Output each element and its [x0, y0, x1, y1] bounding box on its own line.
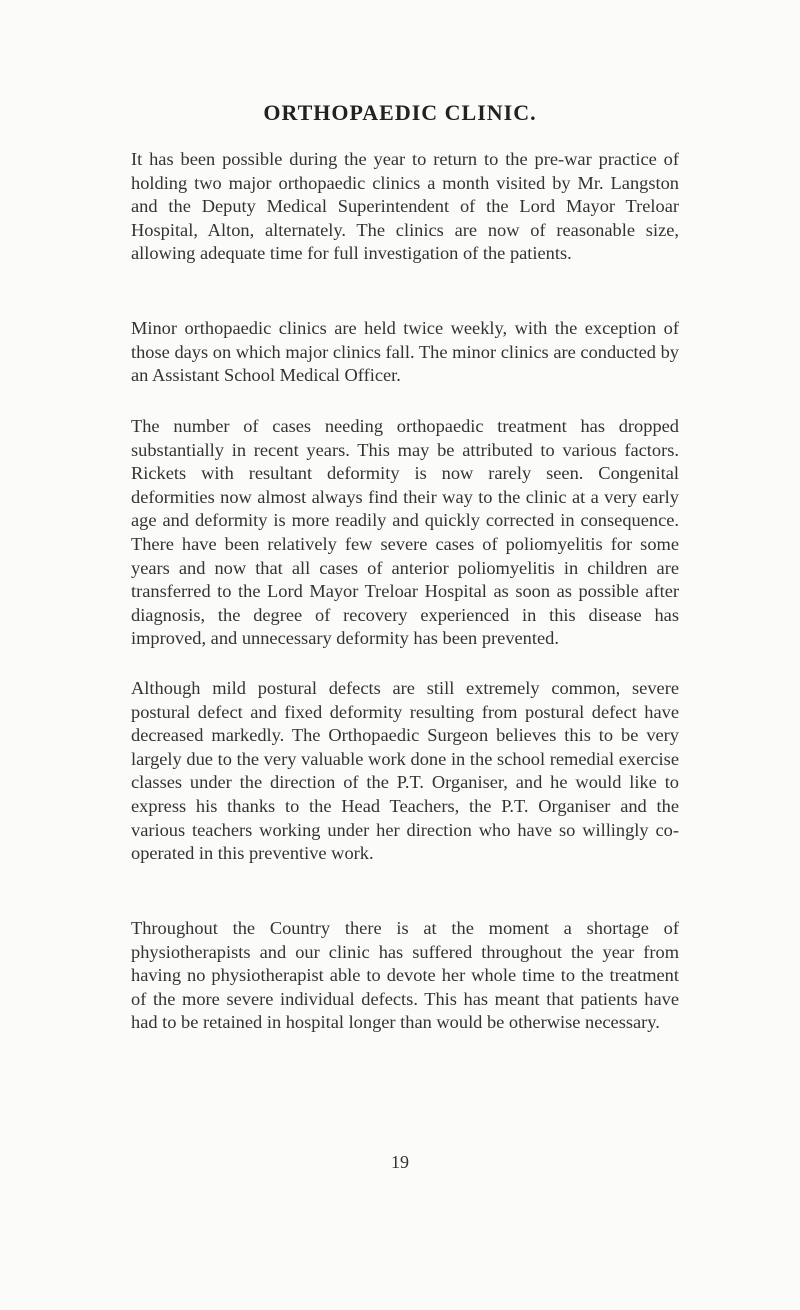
paragraph-minor-clinics: Minor orthopaedic clinics are held twice weekly, with the exception of those days on which major clinics fall. The minor clinics are conducted by an Assistant School Medical Officer. [131, 318, 679, 386]
page-title: ORTHOPAEDIC CLINIC. [263, 100, 537, 125]
page-number: 19 [391, 1152, 409, 1172]
paragraph-postural-defects: Although mild postural defects are still extremely common, severe postural defect and fixed deformity resulting from postural defect have decreased markedly. The Orthopaedic Surgeon believes this to be very largely due to the very valuable work done in the school remedial exercise classes under the direction of the P.T. Organiser, and he would like to express his thanks to the Head Teachers, the P.T. Organiser and the various teachers working under her direction who have so willingly co-operated in this preventive work. [131, 678, 679, 864]
paragraph-case-numbers: The number of cases needing orthopaedic treatment has dropped substantially in recent years. This may be attributed to various factors. Rickets with resultant deformity is now rarely seen. Congenital deformities now almost always find their way to the clinic at a very early age and deformity is more readily and quickly corrected in consequence. There have been relatively few severe cases of poliomyelitis for some years and now that all cases of anterior poliomyelitis in children are transferred to the Lord Mayor Treloar Hospital as soon as possible after diagnosis, the degree of recovery experienced in this disease has improved, and unnecessary deformity has been prevented. [131, 416, 679, 649]
paragraph-physiotherapists: Throughout the Country there is at the moment a shortage of physiotherapists and our clinic has suffered throughout the year from having no physiotherapist able to devote her whole time to the treatment of the more severe individual defects. This has meant that patients have had to be retained in hospital longer than would be otherwise necessary. [131, 918, 679, 1033]
paragraph-major-clinics: It has been possible during the year to return to the pre-war practice of holding two major orthopaedic clinics a month visited by Mr. Langston and the Deputy Medical Superintendent of the Lord Mayor Treloar Hospital, Alton, alternately. The clinics are now of reasonable size, allowing adequate time for full investigation of the patients. [131, 149, 679, 264]
